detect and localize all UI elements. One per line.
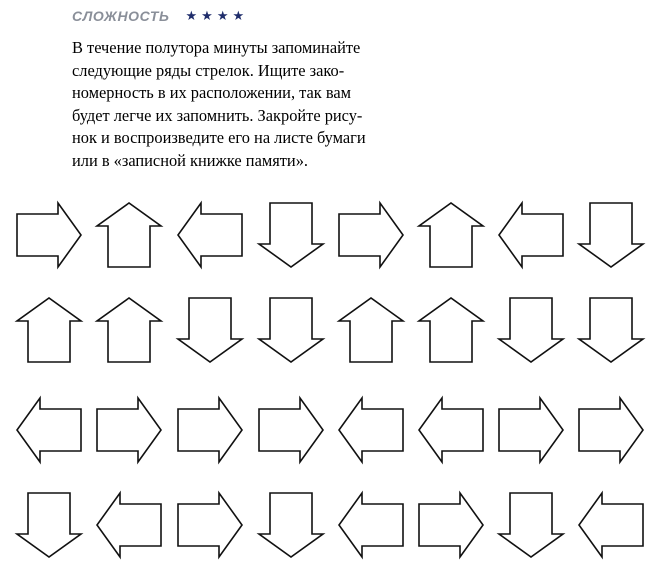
arrow-down-shape — [258, 202, 324, 268]
arrow-down-shape — [258, 297, 324, 363]
arrow-left-icon — [96, 492, 162, 558]
arrow-down-icon — [578, 297, 644, 363]
arrow-outline — [339, 298, 403, 362]
arrow-outline — [579, 203, 643, 267]
arrow-right-shape — [338, 202, 404, 268]
arrow-left-shape — [16, 397, 82, 463]
arrow-up-shape — [96, 202, 162, 268]
arrow-up-shape — [16, 297, 82, 363]
arrow-down-shape — [498, 492, 564, 558]
arrow-left-icon — [578, 492, 644, 558]
arrow-outline — [17, 203, 81, 267]
instructions-line: нок и воспроизведите его на листе бумаги — [72, 128, 366, 148]
arrow-left-shape — [578, 492, 644, 558]
arrow-up-icon — [96, 202, 162, 268]
arrow-left-icon — [177, 202, 243, 268]
arrow-outline — [178, 398, 242, 462]
instructions-line: номерность в их расположении, так вам — [72, 83, 352, 103]
difficulty-stars: ★★★★ — [185, 8, 249, 24]
arrow-left-icon — [338, 492, 404, 558]
arrow-outline — [579, 298, 643, 362]
arrow-down-icon — [498, 492, 564, 558]
arrow-right-shape — [578, 397, 644, 463]
arrow-down-shape — [578, 202, 644, 268]
arrow-outline — [499, 203, 563, 267]
arrow-left-shape — [418, 397, 484, 463]
arrow-outline — [259, 203, 323, 267]
arrow-up-shape — [418, 202, 484, 268]
arrow-up-icon — [338, 297, 404, 363]
arrow-outline — [419, 298, 483, 362]
arrow-outline — [419, 493, 483, 557]
arrow-down-icon — [16, 492, 82, 558]
arrow-right-shape — [96, 397, 162, 463]
arrow-outline — [259, 298, 323, 362]
arrow-outline — [579, 398, 643, 462]
arrow-outline — [419, 398, 483, 462]
instructions-line: или в «записной книжке памяти». — [72, 150, 308, 170]
instructions-line: будет легче их запомнить. Закройте рису- — [72, 105, 363, 125]
arrow-down-icon — [177, 297, 243, 363]
arrow-up-shape — [96, 297, 162, 363]
arrow-up-icon — [96, 297, 162, 363]
arrow-outline — [178, 203, 242, 267]
arrow-outline — [178, 298, 242, 362]
arrow-left-shape — [338, 492, 404, 558]
arrow-outline — [259, 493, 323, 557]
arrow-down-icon — [498, 297, 564, 363]
arrow-left-shape — [177, 202, 243, 268]
arrow-up-shape — [338, 297, 404, 363]
arrow-left-icon — [498, 202, 564, 268]
arrow-right-shape — [16, 202, 82, 268]
arrow-down-icon — [578, 202, 644, 268]
arrow-outline — [419, 203, 483, 267]
arrow-outline — [97, 298, 161, 362]
arrow-left-shape — [338, 397, 404, 463]
arrow-down-icon — [258, 202, 324, 268]
arrow-outline — [339, 203, 403, 267]
arrow-outline — [499, 398, 563, 462]
arrow-outline — [339, 493, 403, 557]
arrow-right-icon — [578, 397, 644, 463]
arrow-right-shape — [418, 492, 484, 558]
arrow-down-shape — [498, 297, 564, 363]
arrow-left-icon — [16, 397, 82, 463]
arrow-down-icon — [258, 492, 324, 558]
arrow-outline — [499, 493, 563, 557]
arrow-left-icon — [338, 397, 404, 463]
arrow-up-icon — [418, 202, 484, 268]
arrow-left-icon — [418, 397, 484, 463]
instructions-line: В течение полутора минуты запоминайте — [72, 38, 361, 57]
arrow-outline — [178, 493, 242, 557]
instructions-line: следующие ряды стрелок. Ищите зако- — [72, 60, 345, 80]
difficulty-label: СЛОЖНОСТЬ — [72, 8, 170, 24]
arrow-left-shape — [498, 202, 564, 268]
arrow-outline — [97, 493, 161, 557]
arrow-right-icon — [16, 202, 82, 268]
arrow-outline — [17, 398, 81, 462]
arrow-outline — [339, 398, 403, 462]
arrow-outline — [97, 398, 161, 462]
arrow-left-shape — [96, 492, 162, 558]
arrow-right-icon — [338, 202, 404, 268]
arrow-right-shape — [498, 397, 564, 463]
arrow-right-shape — [177, 492, 243, 558]
arrow-down-shape — [578, 297, 644, 363]
arrow-right-shape — [177, 397, 243, 463]
arrow-right-icon — [258, 397, 324, 463]
arrow-up-icon — [16, 297, 82, 363]
arrow-down-icon — [258, 297, 324, 363]
arrow-right-icon — [418, 492, 484, 558]
arrow-down-shape — [177, 297, 243, 363]
arrow-right-shape — [258, 397, 324, 463]
arrow-right-icon — [498, 397, 564, 463]
arrow-outline — [579, 493, 643, 557]
arrow-down-shape — [16, 492, 82, 558]
arrow-down-shape — [258, 492, 324, 558]
arrow-outline — [17, 298, 81, 362]
arrow-outline — [499, 298, 563, 362]
arrow-outline — [97, 203, 161, 267]
arrow-right-icon — [177, 492, 243, 558]
arrow-outline — [17, 493, 81, 557]
arrow-right-icon — [96, 397, 162, 463]
arrow-outline — [259, 398, 323, 462]
arrow-up-shape — [418, 297, 484, 363]
arrow-right-icon — [177, 397, 243, 463]
arrow-up-icon — [418, 297, 484, 363]
